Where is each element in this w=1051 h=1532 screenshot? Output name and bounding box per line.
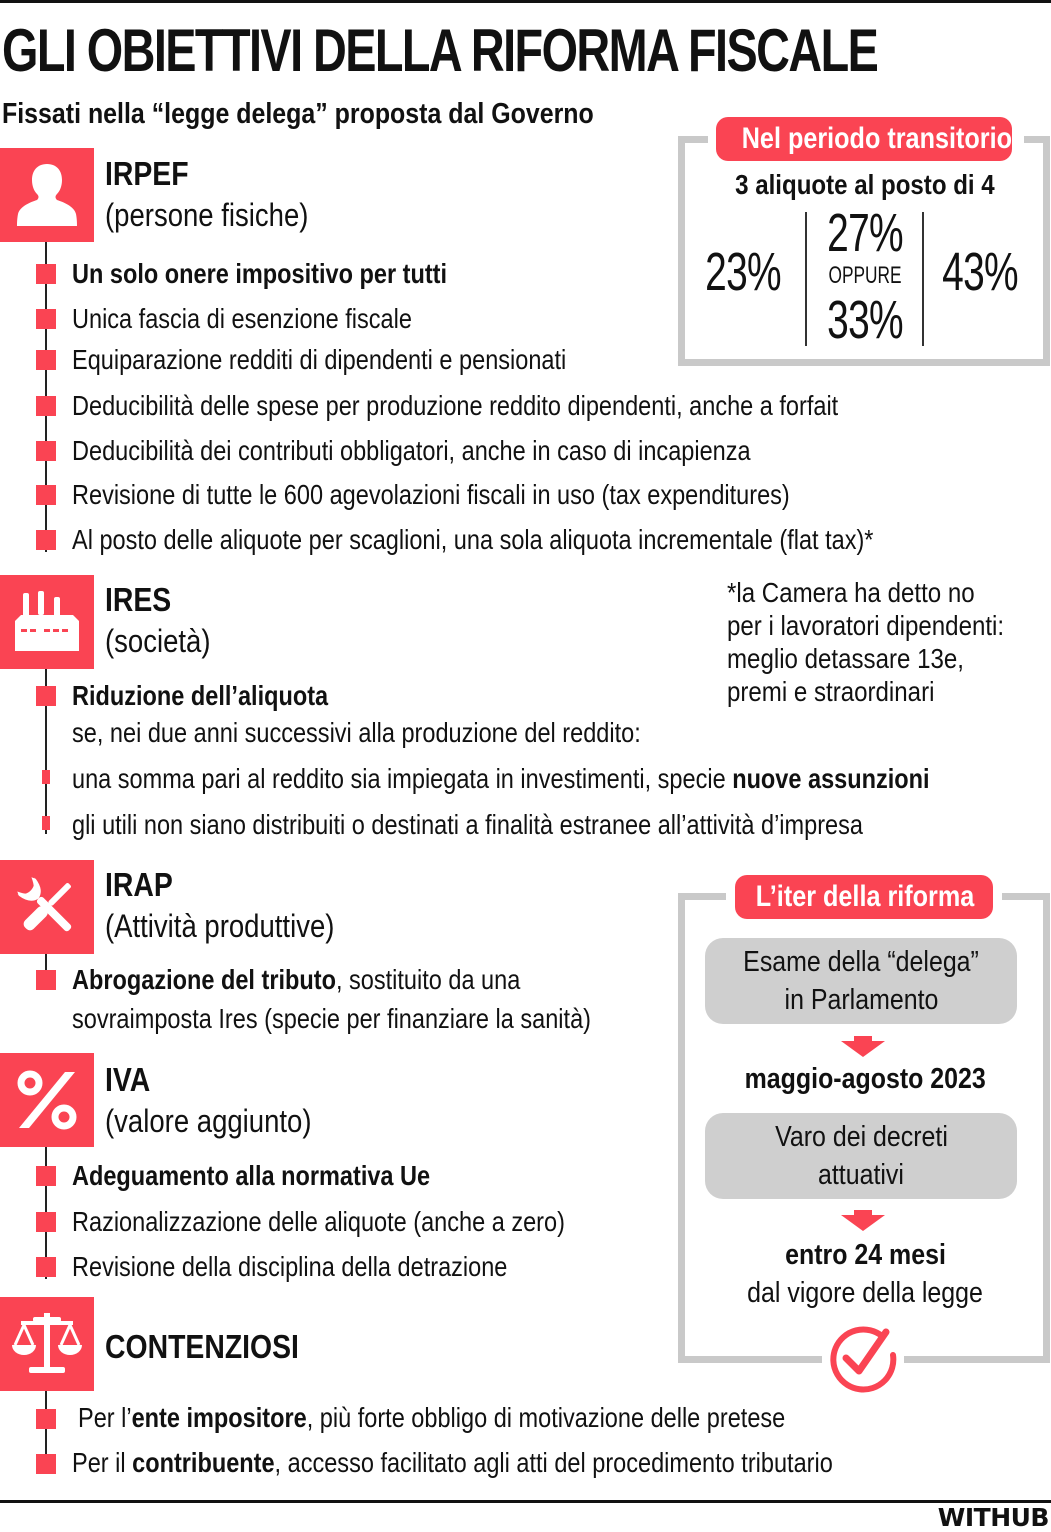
bullet bbox=[36, 1454, 56, 1474]
iva-item: Adeguamento alla normativa Ue bbox=[72, 1160, 431, 1191]
iva-item: Razionalizzazione delle aliquote (anche a zero) bbox=[72, 1206, 565, 1237]
bullet bbox=[36, 396, 56, 416]
irpef-title: IRPEF bbox=[105, 155, 189, 192]
bullet bbox=[36, 1166, 56, 1186]
rate-43: 43% bbox=[942, 242, 1018, 302]
bullet bbox=[36, 970, 56, 990]
bullet bbox=[36, 485, 56, 505]
percent-icon bbox=[15, 1068, 79, 1132]
bullet bbox=[36, 1257, 56, 1277]
iva-subtitle: (valore aggiunto) bbox=[105, 1103, 312, 1139]
iva-title: IVA bbox=[105, 1061, 151, 1098]
irpef-item: Equiparazione redditi di dipendenti e pensionati bbox=[72, 344, 567, 375]
irpef-icon-box bbox=[0, 148, 94, 242]
rate-27: 27% bbox=[827, 203, 903, 263]
irap-icon-box bbox=[0, 860, 94, 954]
rate-or-label: OPPURE bbox=[828, 262, 902, 289]
rate-33: 33% bbox=[827, 290, 903, 350]
ires-title: IRES bbox=[105, 581, 172, 618]
irap-subtitle: (Attività produttive) bbox=[105, 908, 335, 944]
iva-item: Revisione della disciplina della detrazione bbox=[72, 1251, 508, 1282]
irpef-item: Deducibilità delle spese per produzione reddito dipendenti, anche a forfait bbox=[72, 390, 839, 421]
bullet bbox=[42, 816, 50, 830]
timeline-step-2-deadline: entro 24 mesi bbox=[784, 1239, 946, 1271]
factory-icon bbox=[11, 589, 83, 655]
transitional-label: Nel periodo transitorio bbox=[716, 117, 1012, 161]
bullet bbox=[36, 1409, 56, 1429]
irpef-item: Un solo onere impositivo per tutti bbox=[72, 258, 448, 289]
irpef-item: Deducibilità dei contributi obbligatori, anche in caso di incapienza bbox=[72, 435, 751, 466]
bullet bbox=[36, 309, 56, 329]
top-rule bbox=[0, 0, 1051, 3]
page-title: GLI OBIETTIVI DELLA RIFORMA FISCALE bbox=[2, 17, 878, 84]
ires-item: Riduzione dell’aliquota bbox=[72, 680, 329, 711]
iva-icon-box bbox=[0, 1053, 94, 1147]
down-arrow-icon bbox=[841, 1215, 885, 1231]
bullet bbox=[36, 1212, 56, 1232]
ires-item: gli utili non siano distribuiti o destinati a finalità estranee all’attività d’impresa bbox=[72, 809, 863, 840]
irap-item: Abrogazione del tributo, sostituito da una bbox=[72, 964, 521, 995]
rate-divider bbox=[922, 212, 924, 346]
bottom-rule bbox=[0, 1500, 1051, 1503]
down-arrow-icon bbox=[841, 1041, 885, 1057]
check-circle-icon bbox=[826, 1322, 900, 1396]
irap-item-continued: sovraimposta Ires (specie per finanziare la sanità) bbox=[72, 1003, 591, 1034]
ires-subtitle: (società) bbox=[105, 623, 211, 659]
contenziosi-item: Per il contribuente, accesso facilitato agli atti del procedimento tributario bbox=[72, 1447, 833, 1478]
irpef-subtitle: (persone fisiche) bbox=[105, 197, 309, 233]
page-subtitle: Fissati nella “legge delega” proposta dal Governo bbox=[2, 98, 594, 130]
ires-item: se, nei due anni successivi alla produzione del reddito: bbox=[72, 717, 641, 748]
transitional-heading: 3 aliquote al posto di 4 bbox=[735, 169, 995, 200]
bullet bbox=[36, 441, 56, 461]
ires-icon-box bbox=[0, 575, 94, 669]
contenziosi-icon-box bbox=[0, 1297, 94, 1391]
bullet bbox=[36, 350, 56, 370]
contenziosi-title: CONTENZIOSI bbox=[105, 1328, 299, 1365]
bullet bbox=[42, 770, 50, 784]
rate-divider bbox=[805, 212, 807, 346]
irpef-item: Revisione di tutte le 600 agevolazioni fiscali in uso (tax expenditures) bbox=[72, 479, 790, 510]
ires-item: una somma pari al reddito sia impiegata in investimenti, specie nuove assunzioni bbox=[72, 763, 930, 794]
brand-logo: WITHUB bbox=[937, 1503, 1049, 1532]
bullet bbox=[36, 530, 56, 550]
contenziosi-item: Per l’ente impositore, più forte obbligo di motivazione delle pretese bbox=[78, 1402, 786, 1433]
tools-icon bbox=[13, 873, 81, 941]
scales-icon bbox=[7, 1309, 87, 1379]
timeline-step-2-deadline-detail: dal vigore della legge bbox=[747, 1277, 983, 1309]
flat-tax-footnote: *la Camera ha detto no per i lavoratori dipendenti: meglio detassare 13e, premi e straordinari bbox=[727, 577, 1005, 707]
irap-title: IRAP bbox=[105, 866, 173, 903]
bullet bbox=[36, 686, 56, 706]
timeline-step-1: Esame della “delega” in Parlamento bbox=[705, 938, 1017, 1024]
person-icon bbox=[15, 160, 79, 230]
rate-23: 23% bbox=[705, 242, 781, 302]
irpef-item: Al posto delle aliquote per scaglioni, una sola aliquota incrementale (flat tax)* bbox=[72, 524, 874, 555]
timeline-step-2: Varo dei decreti attuativi bbox=[705, 1113, 1017, 1199]
irpef-item: Unica fascia di esenzione fiscale bbox=[72, 303, 412, 334]
bullet bbox=[36, 264, 56, 284]
timeline-step-1-date: maggio-agosto 2023 bbox=[744, 1063, 986, 1095]
timeline-label: L’iter della riforma bbox=[735, 875, 993, 919]
